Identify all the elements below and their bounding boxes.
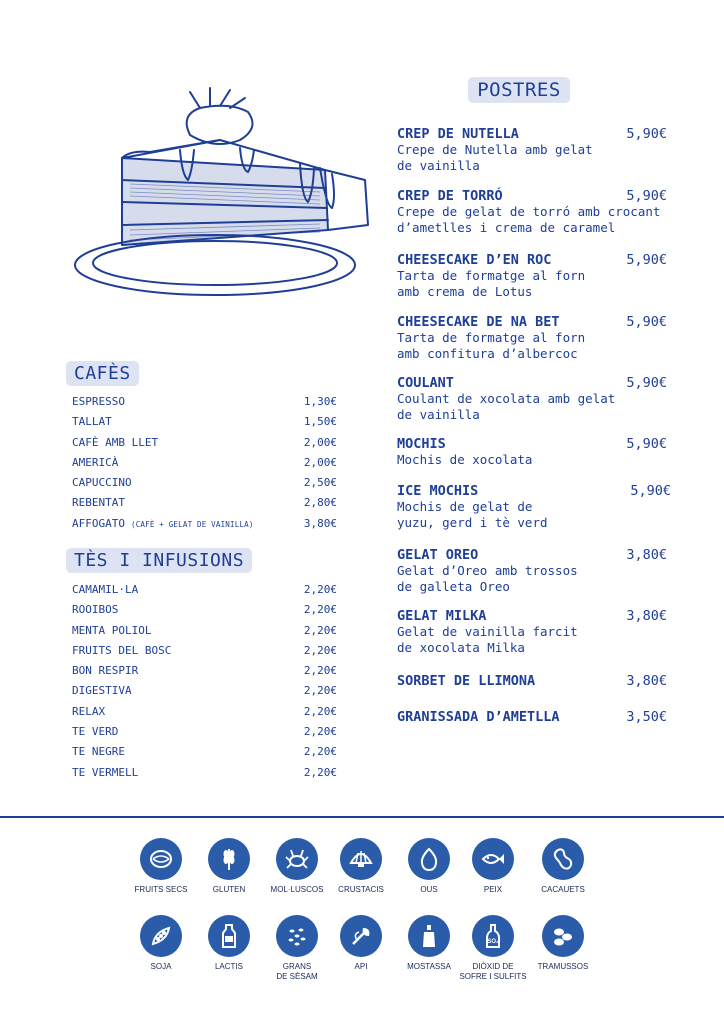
list-item: TE VERD 2,20€ <box>72 725 337 739</box>
list-item: CAPUCCINO 2,50€ <box>72 476 337 490</box>
allergen-gluten: GLUTEN <box>191 838 267 895</box>
shell-icon <box>340 838 382 880</box>
peanut-icon <box>542 838 584 880</box>
tes-title: TÈS I INFUSIONS <box>66 548 252 573</box>
celery-icon <box>340 915 382 957</box>
dessert-item: CHEESECAKE DE NA BET 5,90€ Tarta de formatge al forn amb confitura d’albercoc <box>397 314 667 361</box>
dessert-item: GELAT OREO 3,80€ Gelat d’Oreo amb trossos de galleta Oreo <box>397 547 667 594</box>
dessert-item: COULANT 5,90€ Coulant de xocolata amb gelat de vainilla <box>397 375 667 422</box>
lupin-icon <box>542 915 584 957</box>
dessert-item: GELAT MILKA 3,80€ Gelat de vainilla farcit de xocolata Milka <box>397 608 667 655</box>
section-divider <box>0 816 724 818</box>
list-item: AFFOGATO (CAFÈ + GELAT DE VAINILLA) 3,80€ <box>72 516 337 530</box>
allergen-soja: SOJA <box>123 915 199 972</box>
allergen-sulfits: SO₂ DIÒXID DE SOFRE I SULFITS <box>455 915 531 982</box>
dessert-item: MOCHIS 5,90€ Mochis de xocolata <box>397 436 667 467</box>
cake-slice-illustration <box>70 80 370 310</box>
list-item: ROOIBOS 2,20€ <box>72 603 337 617</box>
soy-icon <box>140 915 182 957</box>
allergen-mostassa: MOSTASSA <box>391 915 467 972</box>
list-item: TE VERMELL 2,20€ <box>72 765 337 779</box>
allergen-tramussos: TRAMUSSOS <box>525 915 601 972</box>
list-item: CAMAMIL·LA 2,20€ <box>72 583 337 596</box>
egg-icon <box>408 838 450 880</box>
allergen-molluscos: MOL·LUSCOS <box>259 838 335 895</box>
list-item: AMERICÀ 2,00€ <box>72 455 337 469</box>
affogato-note: (CAFÈ + GELAT DE VAINILLA) <box>130 519 254 529</box>
sulphites-icon <box>472 915 514 957</box>
milk-icon <box>208 915 250 957</box>
dessert-item: CHEESECAKE D’EN ROC 5,90€ Tarta de formatge al forn amb crema de Lotus <box>397 252 667 299</box>
crab-icon <box>276 838 318 880</box>
allergen-ous: OUS <box>391 838 467 895</box>
allergen-cacauets: CACAUETS <box>525 838 601 895</box>
list-item: BON RESPIR 2,20€ <box>72 664 337 678</box>
list-item: CAFÈ AMB LLET 2,00€ <box>72 435 337 449</box>
allergen-fruits-secs: FRUITS SECS <box>123 838 199 895</box>
mustard-icon <box>408 915 450 957</box>
list-item: MENTA POLIOL 2,20€ <box>72 623 337 637</box>
cafes-list <box>72 393 337 535</box>
list-item: RELAX 2,20€ <box>72 704 337 718</box>
list-item: TALLAT 1,50€ <box>72 415 337 429</box>
allergen-crustacis: CRUSTACIS <box>323 838 399 895</box>
cafes-title: CAFÈS <box>66 361 139 386</box>
dessert-item: SORBET DE LLIMONA 3,80€ <box>397 673 667 689</box>
dessert-item: ICE MOCHIS 5,90€ Mochis de gelat de yuzu, gerd i tè verd <box>397 483 671 530</box>
list-item: REBENTAT 2,80€ <box>72 496 337 510</box>
list-item: TE NEGRE 2,20€ <box>72 745 337 759</box>
fish-icon <box>472 838 514 880</box>
list-item: DIGESTIVA 2,20€ <box>72 684 337 698</box>
allergen-sesam: GRANS DE SÈSAM <box>259 915 335 982</box>
postres-title: POSTRES <box>468 77 570 103</box>
sesame-icon <box>276 915 318 957</box>
allergen-api: API <box>323 915 399 972</box>
dessert-item: CREP DE NUTELLA 5,90€ Crepe de Nutella amb gelat de vainilla <box>397 126 667 173</box>
list-item: FRUITS DEL BOSC 2,20€ <box>72 643 337 657</box>
wheat-icon <box>208 838 250 880</box>
dessert-item: CREP DE TORRÓ 5,90€ Crepe de gelat de torró amb crocant d’ametlles i crema de caramel <box>397 188 667 235</box>
allergen-lactis: LACTIS <box>191 915 267 972</box>
svg-text:SO₂: SO₂ <box>487 939 499 945</box>
allergen-peix: PEIX <box>455 838 531 895</box>
tes-list <box>72 581 337 784</box>
nuts-icon <box>140 838 182 880</box>
dessert-item: GRANISSADA D’AMETLLA 3,50€ <box>397 709 667 725</box>
list-item: ESPRESSO 1,30€ <box>72 395 337 408</box>
